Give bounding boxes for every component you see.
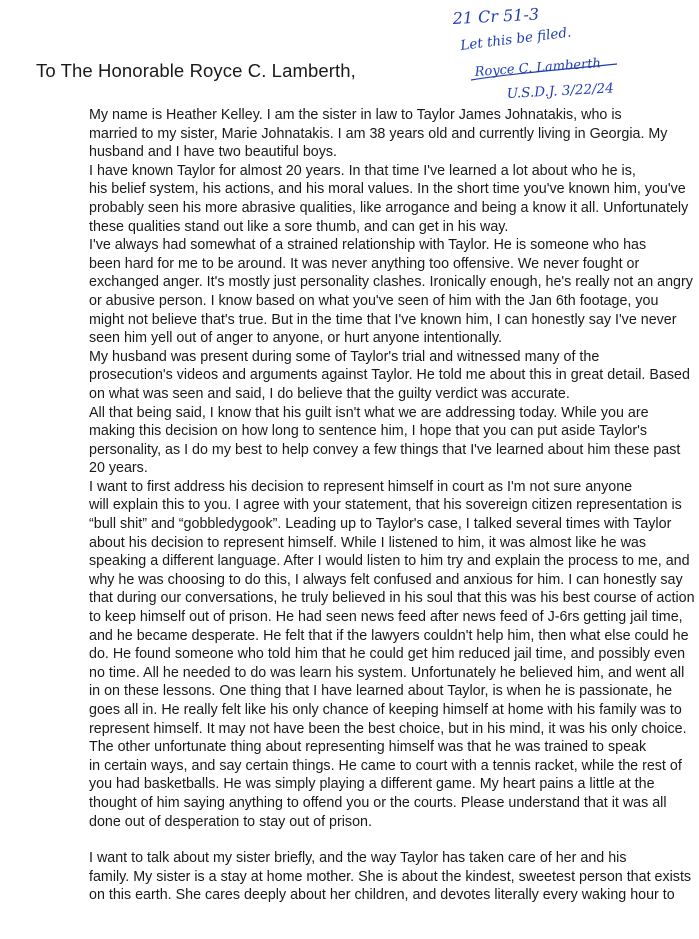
- paragraph-line: speaking a different language. After I would listen to him try and explain the process to me, and: [89, 553, 690, 570]
- paragraph-line: I want to first address his decision to represent himself in court as I'm not sure anyone: [89, 478, 633, 495]
- paragraph-line: done out of desperation to stay out of prison.: [89, 813, 372, 830]
- annotation-order: Let this be filed.: [459, 24, 573, 54]
- paragraph-line: on this earth. She cares deeply about her children, and devotes literally every waking hour to: [89, 887, 675, 904]
- paragraph-line: My husband was present during some of Taylor's trial and witnessed many of the: [89, 348, 600, 365]
- paragraph-line: represent himself. It may not have been the best choice, but in his mind, it was his only choice.: [89, 720, 687, 737]
- annotation-judge-date: U.S.D.J. 3/22/24: [506, 80, 615, 102]
- paragraph-line: exchanged anger. It's mostly just personality clashes. Ironically enough, he's really not an angry: [89, 274, 693, 291]
- paragraph-line: probably seen his more abrasive qualities, like arrogance and being a know it all. Unfortunately: [89, 199, 689, 216]
- handwritten-court-annotation: [447, 4, 692, 104]
- paragraph-line: The other unfortunate thing about representing himself was that he was trained to speak: [89, 739, 647, 756]
- paragraph-line: to keep himself out of prison. He had seen news feed after news feed of J-6rs getting jail time,: [89, 609, 683, 626]
- paragraph-gap: [38, 831, 684, 849]
- paragraph-line: been hard for me to be around. It was never anything too offensive. We never fought or: [89, 255, 640, 272]
- paragraph-line: prosecution's videos and arguments against Taylor. He told me about this in great detail. Based: [89, 367, 690, 384]
- paragraph-line: or abusive person. I know based on what you've seen of him with the Jan 6th footage, you: [89, 292, 659, 309]
- paragraph-line: in on these lessons. One thing that I have learned about Taylor, is when he is passionate, he: [89, 683, 673, 700]
- paragraph-line: these qualities stand out like a sore thumb, and can get in his way.: [89, 218, 509, 235]
- paragraph-line: and he became desperate. He felt that if the lawyers couldn't help him, then what else could he: [89, 627, 689, 644]
- paragraph-line: My name is Heather Kelley. I am the sister in law to Taylor James Johnatakis, who is: [89, 107, 622, 123]
- letter-paragraph: [38, 348, 690, 404]
- paragraph-line: in certain ways, and say certain things. He came to court with a tennis racket, while the rest of: [89, 757, 682, 774]
- annotation-case-number: 21 Cr 51-3: [452, 4, 540, 28]
- paragraph-line: I have known Taylor for almost 20 years. In that time I've learned a lot about who he is,: [89, 162, 636, 179]
- letter-paragraph: [38, 106, 684, 162]
- paragraph-line: on what was seen and said, I do believe that the guilty verdict was accurate.: [89, 385, 570, 402]
- paragraph-line: might not believe that's true. But in the time that I've known him, I can honestly say I've never: [89, 311, 677, 328]
- paragraph-line: “bull shit” and “gobbledygook”. Leading up to Taylor's case, I talked several times with Taylor: [89, 516, 672, 533]
- letter-paragraph: [38, 849, 692, 905]
- paragraph-line: do. He found someone who told him that he could get him reduced jail time, and possibly even: [89, 646, 686, 663]
- letter-body: [38, 106, 695, 905]
- paragraph-line: making this decision on how long to sentence him, I hope that you can put aside Taylor's: [89, 423, 647, 440]
- annotation-signature: Royce C. Lamberth: [474, 56, 602, 80]
- paragraph-line: his belief system, his actions, and his moral values. In the short time you've known him, you've: [89, 181, 686, 198]
- letter-paragraph: [38, 236, 693, 348]
- paragraph-line: 20 years.: [89, 460, 148, 477]
- paragraph-line: seen him yell out of anger to anyone, or hurt anyone intentionally.: [89, 330, 503, 347]
- paragraph-line: family. My sister is a stay at home mother. She is about the kindest, sweetest person that exists: [89, 868, 692, 885]
- paragraph-line: husband and I have two beautiful boys.: [89, 144, 337, 161]
- paragraph-line: married to my sister, Marie Johnatakis. I am 38 years old and currently living in Georgia. My: [89, 125, 668, 142]
- paragraph-line: will explain this to you. I agree with your statement, that his sovereign citizen representation is: [89, 497, 682, 514]
- paragraph-line: why he was choosing to do this, I always felt confused and anxious for him. I can honestly say: [89, 571, 683, 588]
- paragraph-line: All that being said, I know that his guilt isn't what we are addressing today. While you are: [89, 404, 649, 421]
- letter-paragraph: [38, 478, 695, 738]
- paragraph-line: I want to talk about my sister briefly, and the way Taylor has taken care of her and his: [89, 850, 627, 867]
- paragraph-line: I've always had somewhat of a strained relationship with Taylor. He is someone who has: [89, 237, 647, 254]
- handwritten-annotation-svg: [447, 4, 692, 104]
- paragraph-line: that during our conversations, he truly believed in his soul that this was his best course of action: [89, 590, 695, 607]
- paragraph-line: goes all in. He really felt like his only chance of keeping himself at home with his family was to: [89, 702, 682, 718]
- paragraph-line: you had basketballs. He was simply playing a different game. My heart pains a little at the: [89, 776, 655, 793]
- letter-paragraph: [38, 162, 689, 236]
- salutation: To The Honorable Royce C. Lamberth,: [36, 60, 356, 81]
- paragraph-line: about his decision to represent himself. While I listened to him, it was almost like he was: [89, 534, 647, 551]
- paragraph-line: thought of him saying anything to offend you or the courts. Please understand that it was all: [89, 794, 667, 811]
- paragraph-line: no time. All he needed to do was learn his system. Unfortunately he believed him, and went all: [89, 664, 685, 681]
- paragraph-line: personality, as I do my best to help convey a few things that I've learned about him these past: [89, 441, 681, 458]
- letter-paragraph: [38, 738, 684, 831]
- letter-paragraph: [38, 404, 684, 478]
